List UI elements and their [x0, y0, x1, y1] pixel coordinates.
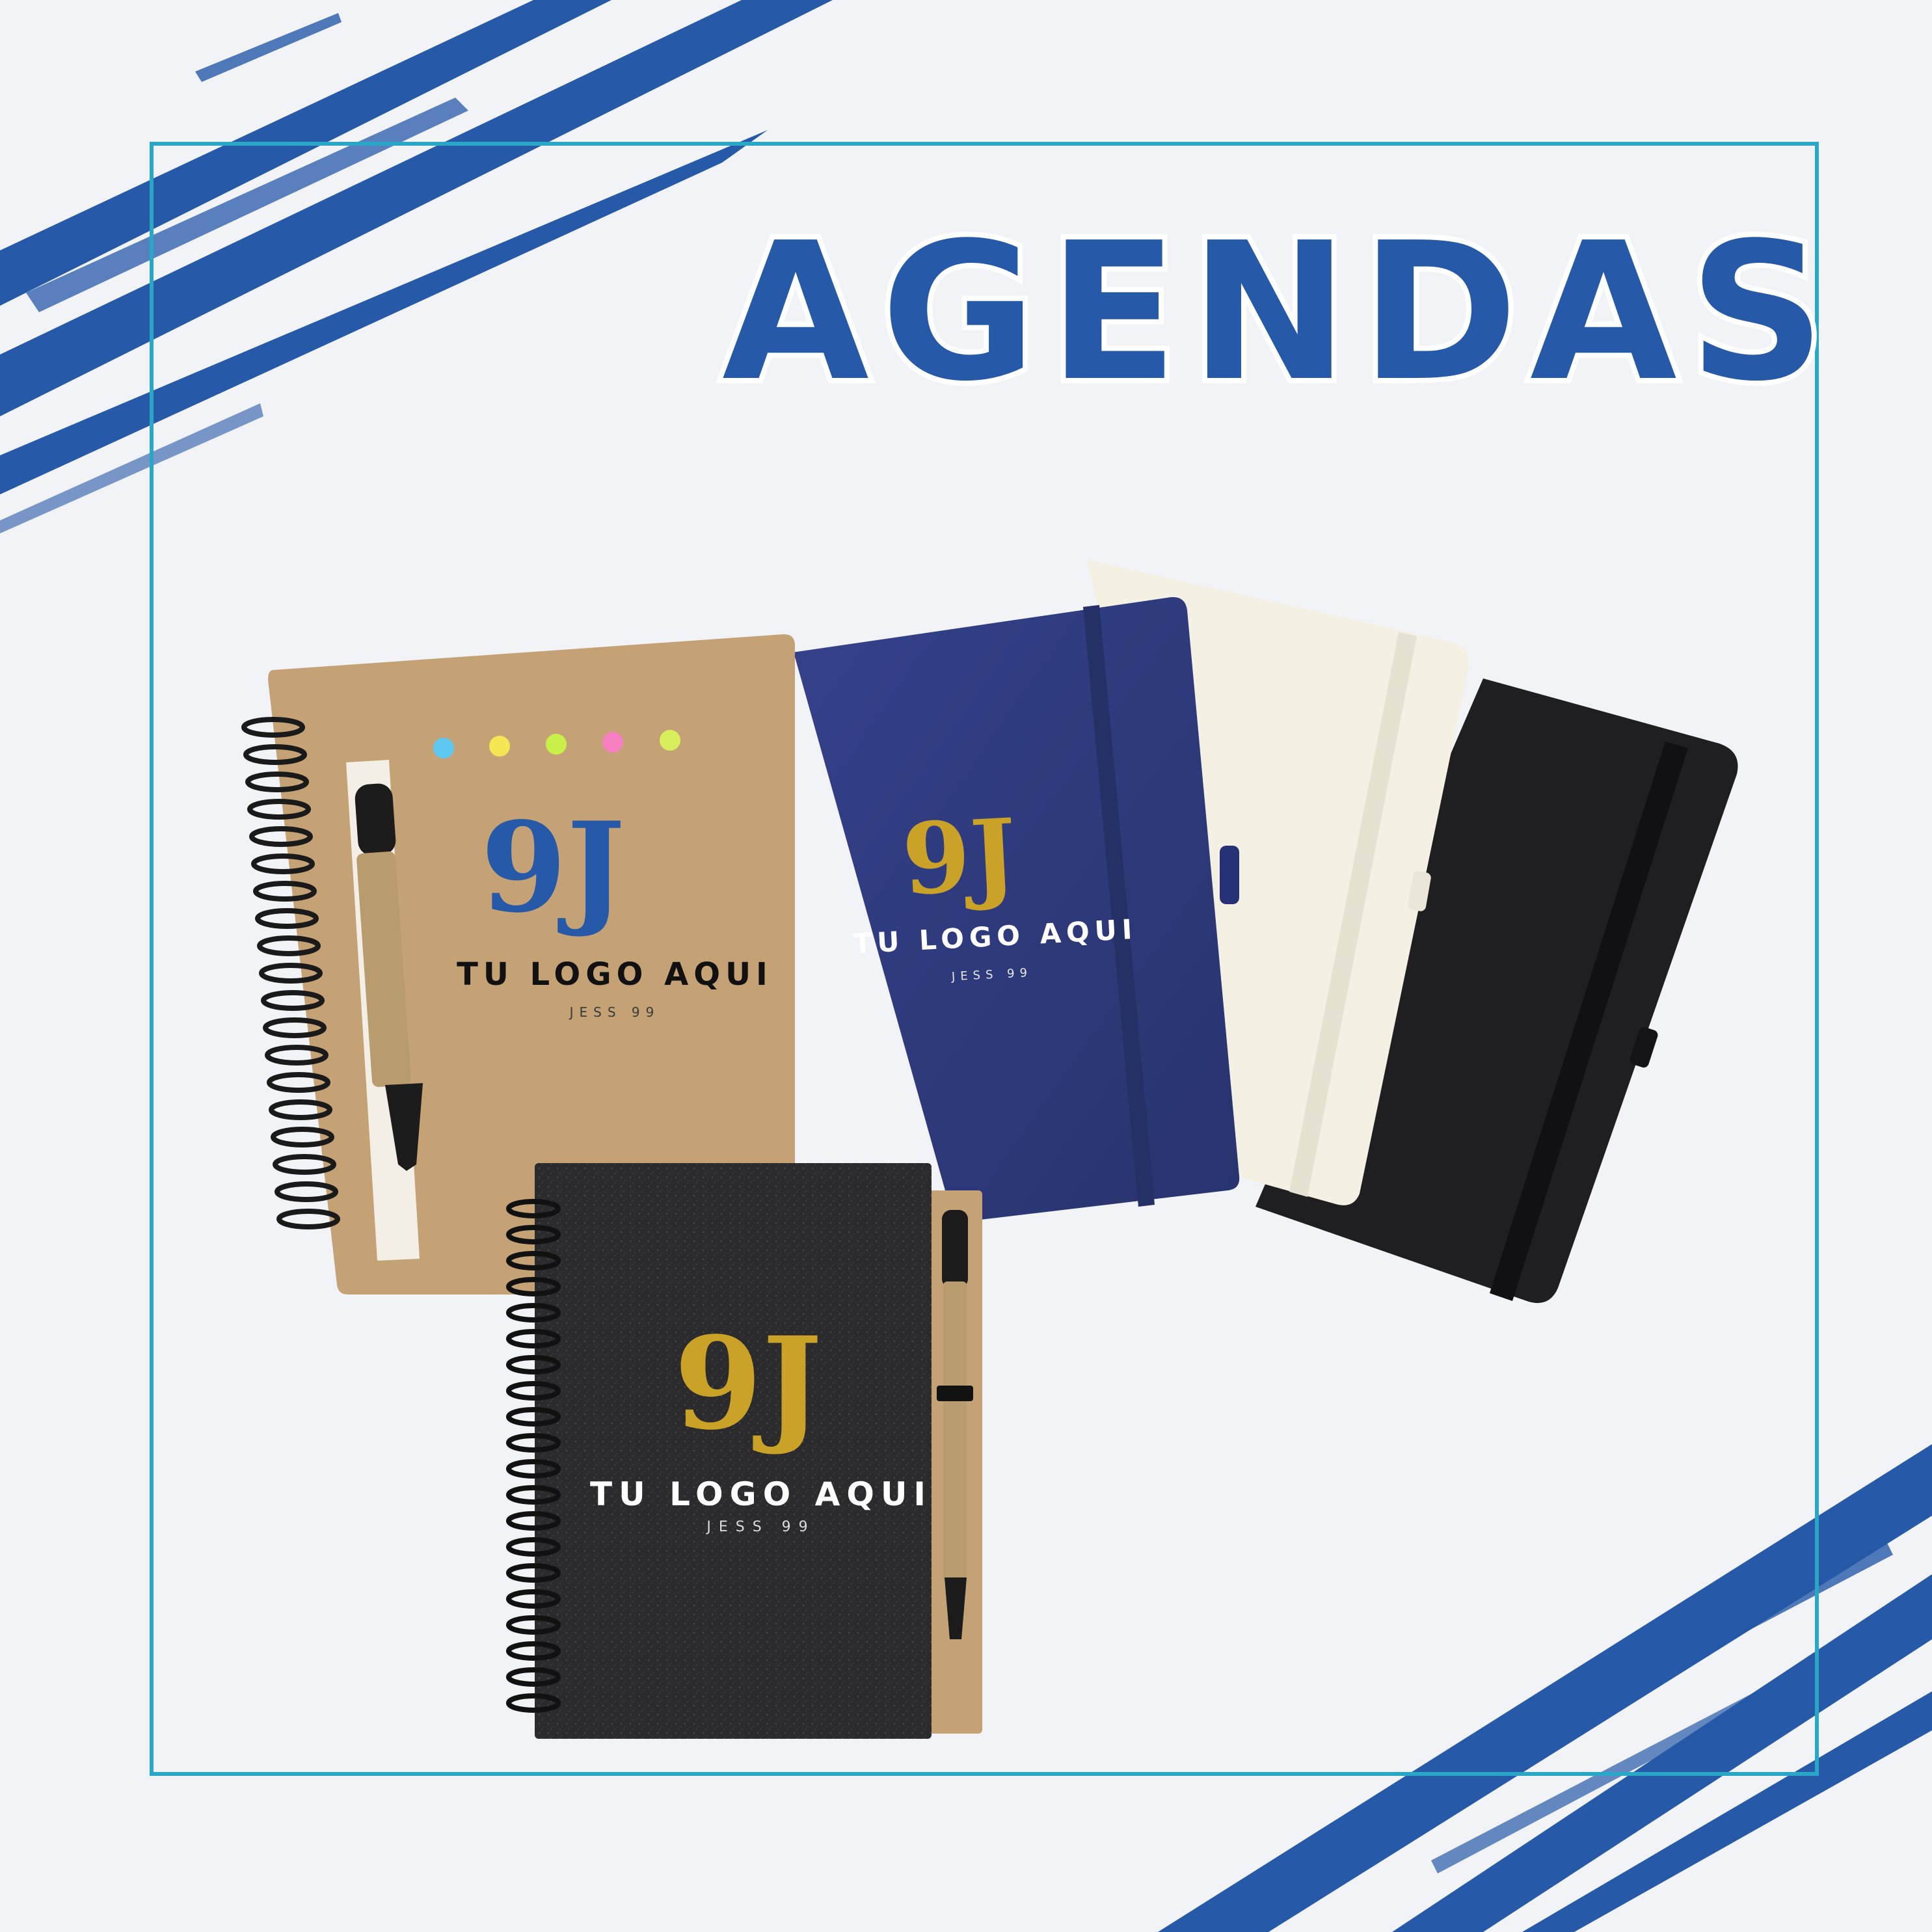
logo-sub-kraft: JESS 99 [569, 1004, 660, 1020]
page-title: AGENDAS [722, 202, 1838, 423]
logo-text-black: TU LOGO AQUI [589, 1475, 933, 1513]
svg-text:9J: 9J [674, 1309, 822, 1458]
logo-text-kraft: TU LOGO AQUI [457, 956, 773, 993]
logo-sub-navy: JESS 99 [951, 965, 1033, 984]
svg-text:9J: 9J [480, 795, 626, 940]
logo-text-navy: TU LOGO AQUI [852, 913, 1138, 960]
svg-text:9J: 9J [899, 797, 1020, 918]
logo-sub-black: JESS 99 [706, 1519, 816, 1535]
